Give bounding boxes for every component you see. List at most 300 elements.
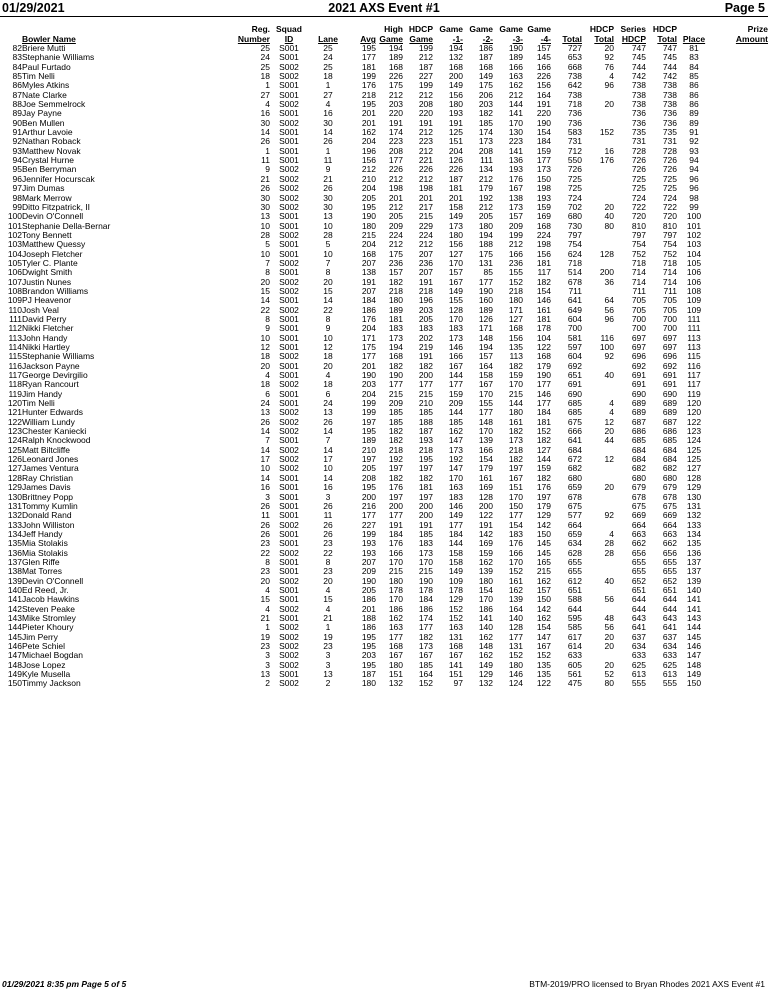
table-cell: 91: [689, 128, 699, 138]
table-cell: 177: [536, 399, 551, 409]
table-cell: 697: [631, 333, 646, 343]
table-cell: 173: [536, 165, 551, 175]
table-cell: 146: [536, 296, 551, 306]
table-cell: 588: [567, 595, 582, 605]
table-cell: 718: [631, 258, 646, 268]
table-cell: 205: [361, 193, 376, 203]
table-cell: 177: [361, 511, 376, 521]
table-cell: 111: [687, 324, 701, 334]
table-cell: S001: [279, 333, 299, 343]
table-cell: 720: [631, 212, 646, 222]
table-cell: 151: [448, 670, 463, 680]
table-cell: 92: [604, 352, 614, 362]
table-cell: 218: [508, 445, 523, 455]
table-row: [0, 577, 768, 586]
table-cell: 191: [388, 118, 403, 128]
table-cell: 689: [662, 408, 677, 418]
table-cell: 127: [686, 464, 702, 474]
table-cell: 97: [12, 184, 22, 194]
table-cell: 127: [508, 314, 523, 324]
table-row: [0, 287, 768, 296]
table-cell: 617: [567, 632, 582, 642]
table-cell: Leonard Jones: [22, 455, 79, 465]
table-cell: 1: [265, 81, 270, 91]
table-row: [0, 427, 768, 436]
table-cell: 85: [483, 268, 493, 278]
table-cell: 218: [361, 90, 376, 100]
table-cell: 724: [631, 193, 646, 203]
table-cell: 161: [536, 305, 551, 315]
table-cell: 705: [662, 296, 677, 306]
table-cell: Nikki Hartley: [22, 343, 70, 352]
table-cell: S001: [279, 343, 299, 352]
table-cell: 158: [448, 548, 463, 558]
table-cell: 104: [536, 333, 551, 343]
table-cell: 162: [478, 632, 493, 642]
column-header-bottom: Lane: [318, 34, 338, 44]
table-cell: 139: [478, 567, 493, 577]
table-cell: 124: [508, 679, 523, 689]
table-cell: 139: [478, 436, 493, 446]
table-cell: 185: [448, 417, 463, 427]
table-cell: 220: [536, 109, 551, 119]
table-cell: 192: [448, 455, 463, 465]
table-row: [0, 175, 768, 184]
table-cell: 745: [662, 53, 677, 63]
table-cell: 226: [388, 165, 403, 175]
table-cell: 3: [265, 651, 270, 661]
table-cell: 655: [631, 557, 646, 567]
table-cell: Ditto Fitzpatrick, II: [22, 202, 91, 212]
table-cell: 152: [508, 651, 523, 661]
table-cell: 168: [536, 221, 551, 231]
table-cell: 131: [686, 501, 702, 511]
table-cell: 644: [662, 595, 677, 605]
table-cell: 725: [662, 174, 677, 184]
table-cell: Arthur Lavoie: [22, 128, 73, 138]
table-cell: 642: [567, 81, 582, 91]
table-cell: 637: [662, 632, 677, 642]
table-cell: 663: [662, 529, 677, 539]
table-cell: 26: [323, 520, 333, 530]
table-cell: 200: [418, 511, 433, 521]
table-cell: 4: [325, 100, 331, 110]
table-cell: 641: [567, 436, 582, 446]
table-cell: 209: [448, 399, 463, 409]
table-cell: 680: [567, 473, 582, 483]
table-row: [0, 614, 768, 623]
table-cell: 182: [418, 361, 433, 371]
table-cell: Jim Dumas: [22, 184, 65, 194]
table-cell: 177: [508, 632, 523, 642]
table-cell: Nathan Roback: [22, 137, 81, 147]
table-cell: 156: [361, 156, 376, 166]
table-cell: 738: [662, 81, 677, 91]
table-cell: 170: [508, 380, 523, 390]
table-cell: 130: [686, 492, 702, 502]
table-cell: 653: [567, 53, 582, 63]
table-cell: 162: [536, 576, 551, 586]
table-cell: 141: [448, 660, 463, 670]
table-cell: 705: [662, 305, 677, 315]
table-cell: 731: [662, 137, 677, 147]
table-cell: 142: [536, 520, 551, 530]
table-cell: [711, 408, 768, 417]
table-cell: [711, 63, 768, 72]
table-row: [0, 502, 768, 511]
table-cell: 641: [567, 296, 582, 306]
table-cell: 182: [536, 436, 551, 446]
table-cell: 655: [662, 567, 677, 577]
table-cell: 159: [508, 371, 523, 381]
table-cell: 154: [508, 520, 523, 530]
table-cell: 179: [478, 464, 493, 474]
table-cell: [711, 231, 768, 240]
table-cell: 173: [478, 137, 493, 147]
table-cell: 720: [662, 212, 677, 222]
table-cell: 117: [537, 268, 551, 278]
table-cell: 176: [388, 483, 403, 493]
table-cell: 156: [448, 240, 463, 250]
table-cell: 168: [448, 62, 463, 72]
table-cell: 161: [508, 417, 523, 427]
table-cell: 168: [448, 642, 463, 651]
table-cell: S001: [279, 81, 299, 91]
table-cell: 158: [448, 557, 463, 567]
table-cell: 23: [260, 539, 270, 549]
table-cell: 200: [599, 268, 614, 278]
table-cell: 1: [265, 146, 270, 156]
table-cell: 108: [686, 286, 702, 296]
table-cell: 662: [631, 539, 646, 549]
table-cell: 662: [662, 539, 677, 549]
table-cell: 197: [536, 492, 551, 502]
table-cell: 137: [686, 557, 702, 567]
table-cell: 212: [418, 128, 433, 138]
table-cell: 22: [260, 548, 270, 558]
table-cell: [711, 623, 768, 632]
table-cell: 209: [361, 567, 376, 577]
table-cell: 144: [508, 399, 523, 409]
table-cell: 128: [7, 473, 22, 483]
table-cell: 210: [418, 399, 433, 409]
table-cell: 85: [12, 72, 22, 82]
table-cell: 684: [662, 445, 677, 455]
table-cell: 194: [388, 44, 403, 53]
table-cell: 150: [508, 501, 523, 511]
table-cell: 193: [418, 436, 433, 446]
table-cell: 210: [361, 174, 376, 184]
report-footer: [0, 979, 768, 991]
table-cell: 40: [604, 371, 614, 381]
table-cell: 183: [418, 539, 433, 549]
table-cell: Mia Stolakis: [22, 548, 68, 558]
table-cell: Josh Veal: [22, 305, 59, 315]
table-cell: 725: [631, 174, 646, 184]
table-cell: Mark Merrow: [22, 193, 72, 203]
table-cell: 226: [418, 165, 433, 175]
table-cell: 3: [325, 660, 331, 670]
table-cell: 122: [7, 417, 22, 427]
table-cell: 23: [323, 642, 333, 651]
column-header: [677, 22, 711, 44]
table-cell: 197: [388, 464, 403, 474]
table-row: [0, 558, 768, 567]
table-cell: 226: [388, 72, 403, 82]
table-cell: 152: [508, 277, 523, 287]
table-cell: 86: [12, 81, 22, 91]
table-cell: 26: [323, 137, 333, 147]
table-cell: 151: [388, 670, 403, 680]
table-cell: 159: [536, 146, 551, 156]
column-header: [433, 22, 463, 44]
table-cell: 736: [662, 118, 677, 128]
table-cell: [711, 44, 768, 53]
table-cell: 198: [418, 184, 433, 194]
table-cell: [711, 577, 768, 586]
table-cell: 20: [604, 100, 614, 110]
table-cell: 184: [536, 408, 551, 418]
table-cell: 146: [448, 501, 463, 511]
table-cell: Ralph Knockwood: [22, 436, 91, 446]
table-cell: 199: [361, 529, 376, 539]
table-cell: 22: [260, 305, 270, 315]
table-cell: 19: [323, 632, 333, 642]
table-cell: 161: [478, 473, 493, 483]
table-cell: 685: [631, 436, 646, 446]
table-cell: 20: [604, 202, 614, 212]
table-cell: 204: [361, 184, 376, 194]
table-cell: 196: [418, 296, 433, 306]
table-cell: 680: [631, 473, 646, 483]
table-cell: 30: [323, 118, 333, 128]
table-cell: 227: [361, 520, 376, 530]
table-cell: 10: [323, 464, 333, 474]
table-cell: 747: [631, 44, 646, 53]
table-cell: [582, 502, 614, 511]
table-cell: S001: [279, 670, 299, 680]
table-cell: 176: [508, 539, 523, 549]
table-cell: 7: [325, 436, 331, 446]
table-cell: 184: [388, 529, 403, 539]
table-cell: 689: [631, 399, 646, 409]
table-cell: [582, 567, 614, 576]
table-cell: [711, 661, 768, 670]
table-cell: 224: [418, 230, 433, 240]
table-cell: 216: [361, 501, 376, 511]
table-cell: S001: [279, 529, 299, 539]
table-cell: 18: [260, 380, 270, 390]
table-row: [0, 362, 768, 371]
table-cell: S002: [279, 62, 299, 72]
table-cell: 126: [478, 314, 493, 324]
table-cell: 14: [260, 427, 270, 437]
table-cell: S002: [279, 165, 299, 175]
table-cell: 692: [631, 361, 646, 371]
table-cell: 208: [418, 100, 433, 110]
column-header: [582, 22, 614, 44]
table-cell: 105: [7, 258, 22, 268]
column-header-bottom: Amount: [735, 34, 768, 44]
table-cell: 100: [686, 212, 702, 222]
table-cell: 643: [662, 613, 677, 623]
table-cell: Ray Christian: [22, 473, 74, 483]
table-cell: 25: [260, 44, 270, 53]
table-cell: 727: [567, 44, 582, 53]
table-cell: 13: [323, 408, 333, 418]
table-cell: 191: [361, 277, 376, 287]
table-cell: 173: [388, 333, 403, 343]
table-cell: 190: [478, 286, 493, 296]
table-cell: [582, 586, 614, 595]
table-cell: 149: [448, 286, 463, 296]
table-cell: Hunter Edwards: [22, 408, 83, 418]
table-cell: 132: [448, 53, 463, 63]
table-cell: 195: [361, 660, 376, 670]
table-cell: 28: [604, 539, 614, 549]
table-cell: S002: [279, 445, 299, 455]
table-cell: 744: [631, 62, 646, 72]
table-cell: 179: [478, 184, 493, 194]
table-cell: 165: [536, 557, 551, 567]
table-cell: 154: [478, 585, 493, 595]
table-cell: 116: [600, 333, 614, 343]
table-cell: 236: [508, 258, 523, 268]
table-cell: 581: [567, 333, 582, 343]
table-cell: 20: [323, 576, 333, 586]
table-cell: 138: [508, 193, 523, 203]
table-cell: 177: [418, 380, 433, 390]
table-cell: 193: [448, 109, 463, 119]
table-cell: 156: [448, 90, 463, 100]
table-cell: [711, 380, 768, 389]
table-cell: 207: [361, 557, 376, 567]
table-cell: S001: [279, 90, 299, 100]
table-cell: 203: [388, 100, 403, 110]
table-cell: 735: [631, 128, 646, 138]
table-cell: [711, 679, 768, 688]
table-cell: 205: [388, 212, 403, 222]
table-cell: Crystal Hurne: [22, 156, 74, 166]
table-cell: 186: [418, 604, 433, 614]
table-cell: 203: [478, 100, 493, 110]
table-cell: 136: [7, 548, 22, 558]
table-cell: 173: [448, 221, 463, 231]
table-cell: 173: [508, 202, 523, 212]
table-cell: 21: [260, 613, 270, 623]
table-cell: 144: [508, 100, 523, 110]
table-cell: 16: [260, 109, 270, 119]
footer-license: BTM-2019/PRO licensed to Bryan Rhodes 2021 AXS Event #1: [529, 979, 765, 989]
table-cell: 174: [418, 613, 433, 623]
table-cell: Tim Nelli: [22, 399, 55, 409]
table-cell: 204: [361, 137, 376, 147]
table-cell: 177: [448, 520, 463, 530]
table-cell: 675: [631, 501, 646, 511]
table-cell: S002: [279, 184, 299, 194]
table-cell: 180: [388, 660, 403, 670]
table-cell: 134: [7, 529, 22, 539]
table-cell: 144: [686, 623, 702, 633]
table-cell: S002: [279, 632, 299, 642]
table-cell: 625: [631, 660, 646, 670]
table-cell: 147: [686, 651, 702, 661]
table-cell: 634: [567, 539, 582, 549]
table-cell: 687: [662, 417, 677, 427]
table-cell: 101: [7, 221, 22, 231]
page-number: Page 5: [724, 1, 765, 15]
table-cell: 94: [12, 156, 22, 166]
table-cell: 4: [265, 604, 270, 614]
table-cell: Ben Berryman: [22, 165, 77, 175]
table-cell: 150: [536, 529, 551, 539]
table-cell: 185: [418, 529, 433, 539]
table-cell: 156: [508, 333, 523, 343]
table-cell: [711, 464, 768, 473]
table-cell: 162: [361, 128, 376, 138]
table-cell: 150: [686, 679, 702, 689]
table-cell: [711, 502, 768, 511]
table-cell: 166: [508, 249, 523, 259]
table-cell: 96: [604, 81, 614, 91]
table-cell: 177: [388, 511, 403, 521]
table-cell: 106: [686, 277, 702, 287]
table-cell: [711, 418, 768, 427]
table-cell: S001: [279, 501, 299, 511]
table-cell: 15: [260, 286, 270, 296]
table-cell: 89: [12, 109, 22, 119]
table-cell: Brittney Popp: [22, 492, 74, 502]
table-cell: 120: [686, 399, 702, 409]
table-cell: 181: [418, 483, 433, 493]
table-cell: S001: [279, 44, 299, 53]
table-cell: 204: [361, 389, 376, 399]
table-cell: S002: [279, 464, 299, 474]
table-cell: 197: [418, 464, 433, 474]
table-cell: 651: [631, 585, 646, 595]
table-row: [0, 446, 768, 455]
table-cell: Donald Rand: [22, 511, 72, 521]
table-cell: 689: [631, 408, 646, 418]
table-cell: 200: [478, 501, 493, 511]
table-cell: 189: [388, 53, 403, 63]
table-cell: 718: [567, 258, 582, 268]
table-cell: 649: [567, 305, 582, 315]
table-cell: 183: [418, 324, 433, 334]
table-cell: 15: [323, 286, 333, 296]
table-cell: S002: [279, 118, 299, 128]
table-cell: 168: [361, 249, 376, 259]
table-cell: S002: [279, 286, 299, 296]
table-cell: 14: [323, 296, 333, 306]
column-header: [270, 22, 308, 44]
table-row: [0, 100, 768, 109]
column-header: [403, 22, 433, 44]
table-cell: 141: [686, 595, 702, 605]
table-cell: 19: [260, 632, 270, 642]
table-cell: 122: [536, 343, 551, 352]
table-cell: 26: [323, 184, 333, 194]
table-cell: 130: [7, 492, 22, 502]
table-cell: 193: [508, 165, 523, 175]
table-cell: 184: [418, 595, 433, 605]
table-cell: 170: [448, 258, 463, 268]
table-cell: 157: [536, 585, 551, 595]
table-cell: 44: [604, 436, 614, 446]
column-header-bottom: Bowler Name: [22, 34, 76, 44]
report-title: 2021 AXS Event #1: [328, 1, 440, 15]
table-cell: 197: [361, 455, 376, 465]
